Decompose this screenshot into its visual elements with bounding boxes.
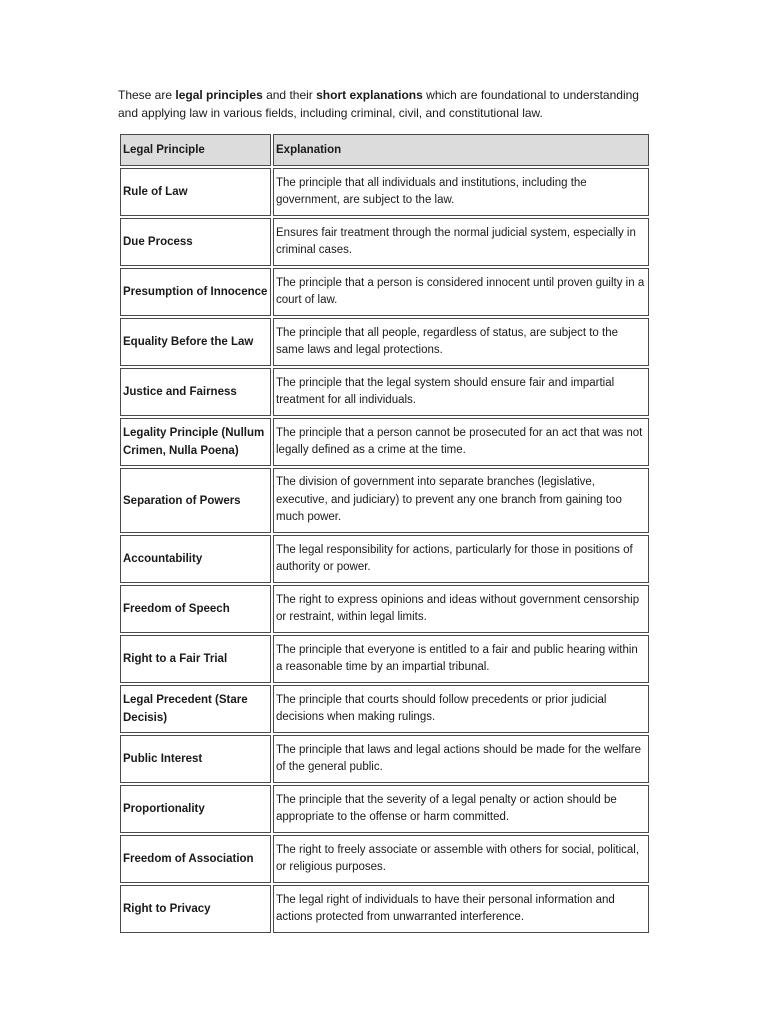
explanation-cell: The division of government into separate branches (legislative, executive, and judiciary) to prevent any one branch from gaining too much power.: [273, 468, 649, 533]
table-row: [120, 218, 649, 266]
principle-cell: Presumption of Innocence: [120, 268, 271, 316]
principle-cell: Justice and Fairness: [120, 368, 271, 416]
principle-cell: Public Interest: [120, 735, 271, 783]
table-header-row: [120, 134, 649, 166]
explanation-cell: The right to freely associate or assemble with others for social, political, or religious purposes.: [273, 835, 649, 883]
explanation-cell: The principle that a person cannot be prosecuted for an act that was not legally defined as a crime at the time.: [273, 418, 649, 466]
table-row: [120, 835, 649, 883]
principle-cell: Legal Precedent (Stare Decisis): [120, 685, 271, 733]
explanation-cell: The legal right of individuals to have their personal information and actions protected from unwarranted interference.: [273, 885, 649, 933]
table-body: [120, 168, 649, 933]
explanation-cell: The right to express opinions and ideas without government censorship or restraint, within legal limits.: [273, 585, 649, 633]
intro-text-1: These are: [118, 88, 176, 102]
principle-cell: Separation of Powers: [120, 468, 271, 533]
table-row: [120, 535, 649, 583]
explanation-cell: The principle that everyone is entitled to a fair and public hearing within a reasonable time by an impartial tribunal.: [273, 635, 649, 683]
explanation-cell: Ensures fair treatment through the normal judicial system, especially in criminal cases.: [273, 218, 649, 266]
table-row: [120, 785, 649, 833]
intro-text-3: which are foundational to understanding and applying law in various fields, including criminal, civil, and constitutional law.: [118, 88, 639, 120]
table-row: [120, 318, 649, 366]
header-legal-principle: Legal Principle: [120, 134, 271, 166]
table-row: [120, 685, 649, 733]
explanation-cell: The principle that courts should follow precedents or prior judicial decisions when making rulings.: [273, 685, 649, 733]
explanation-cell: The principle that all individuals and institutions, including the government, are subject to the law.: [273, 168, 649, 216]
principle-cell: Freedom of Speech: [120, 585, 271, 633]
explanation-cell: The principle that laws and legal actions should be made for the welfare of the general public.: [273, 735, 649, 783]
table-row: [120, 368, 649, 416]
legal-principles-table: [118, 132, 651, 935]
table-row: [120, 268, 649, 316]
principle-cell: Right to Privacy: [120, 885, 271, 933]
principle-cell: Freedom of Association: [120, 835, 271, 883]
intro-paragraph: [118, 86, 658, 122]
table-row: [120, 585, 649, 633]
table-header: [120, 134, 649, 166]
principle-cell: Legality Principle (Nullum Crimen, Nulla Poena): [120, 418, 271, 466]
explanation-cell: The principle that the severity of a legal penalty or action should be appropriate to the offense or harm committed.: [273, 785, 649, 833]
intro-bold-legal-principles: legal principles: [175, 88, 263, 102]
principle-cell: Due Process: [120, 218, 271, 266]
table-row: [120, 468, 649, 533]
intro-bold-short-explanations: short explanations: [316, 88, 423, 102]
explanation-cell: The legal responsibility for actions, particularly for those in positions of authority or power.: [273, 535, 649, 583]
principle-cell: Rule of Law: [120, 168, 271, 216]
table-row: [120, 885, 649, 933]
principle-cell: Equality Before the Law: [120, 318, 271, 366]
intro-text-2: and their: [262, 88, 317, 102]
principle-cell: Right to a Fair Trial: [120, 635, 271, 683]
explanation-cell: The principle that a person is considered innocent until proven guilty in a court of law.: [273, 268, 649, 316]
table-row: [120, 418, 649, 466]
principle-cell: Proportionality: [120, 785, 271, 833]
table-row: [120, 735, 649, 783]
explanation-cell: The principle that the legal system should ensure fair and impartial treatment for all individuals.: [273, 368, 649, 416]
table-row: [120, 635, 649, 683]
explanation-cell: The principle that all people, regardless of status, are subject to the same laws and legal protections.: [273, 318, 649, 366]
principle-cell: Accountability: [120, 535, 271, 583]
table-row: [120, 168, 649, 216]
header-explanation: Explanation: [273, 134, 649, 166]
